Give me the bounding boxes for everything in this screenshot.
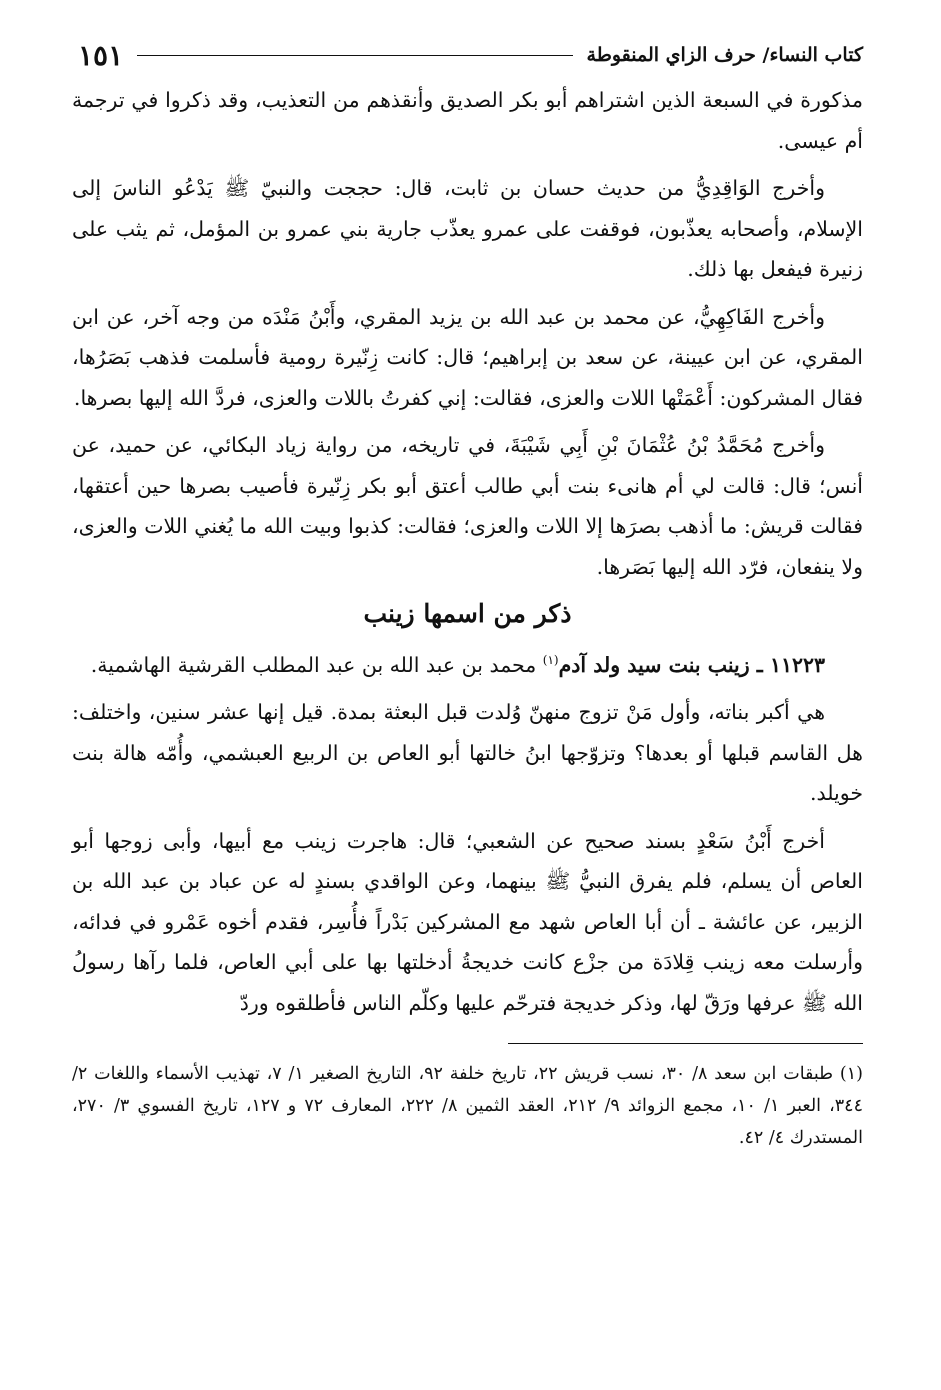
section-title: ذكر من اسمها زينب	[363, 599, 572, 628]
paragraph: مذكورة في السبعة الذين اشتراهم أبو بكر الصديق وأنقذهم من التعذيب، وقد ذكروا في ترجمة أم عيسى.	[72, 88, 863, 153]
paragraph: وأخرج مُحَمَّدُ بْنُ عُثْمَانَ بْنِ أَبِي شَيْبَةَ، في تاريخه، من رواية زياد البكائي، عن حميد، عن أنس؛ قال: قالت لي أم هانىء بنت أبي طالب أعتق أبو بكر زِنّيرة فأصيب بصرها حين أعتقها، فقالت قريش: ما أذهب بصرَها إلا اللات والعزى؛ فقالت: كذبوا وبيت الله ما يُغني اللات والعزى، ولا ينفعان، فرّد الله إليها بَصَرها.	[72, 433, 863, 579]
paragraph: هي أكبر بناته، وأول مَنْ تزوج منهنّ وُلدت قبل البعثة بمدة. قيل إنها عشر سنين، واختلف: هل القاسم قبلها أو بعدها؟ وتزوّجها ابنُ خالتها أبو العاص بن الربيع العبشمي، وأُمّه هالة بنت خويلد.	[72, 700, 863, 806]
entry-head: ١١٢٢٣ ـ زينب بنت سيد ولد آدم	[558, 652, 825, 677]
body-text	[72, 80, 863, 1023]
running-head	[72, 30, 863, 80]
entry-rest: محمد بن عبد الله بن عبد المطلب القرشية الهاشمية.	[90, 652, 543, 677]
header-rule	[137, 55, 572, 56]
paragraph: وأخرج الوَاقِدِيُّ من حديث حسان بن ثابت، قال: حججت والنبيّ ﷺ يَدْعُو الناسَ إلى الإسلام، وأصحابه يعذّبون، فوقفت على عمرو يعذّب جارية بني عمرو بن المؤمل، ثم يثب على زنيرة فيفعل بها ذلك.	[72, 176, 863, 281]
footnote: (١) طبقات ابن سعد ٨/ ٣٠، نسب قريش ٢٢، تاريخ خلفة ٩٢، التاريخ الصغير ١/ ٧، تهذيب الأسماء واللغات ٢/ ٣٤٤، العبر ١/ ١٠، مجمع الزوائد ٩/ ٢١٢، العقد الثمين ٨/ ٢٢٢، المعارف ٧٢ و ١٢٧، تاريخ الفسوي ٣/ ٢٧٠، المستدرك ٤/ ٤٢.	[72, 1064, 863, 1149]
paragraph: أخرج أَبْنُ سَعْدٍ بسند صحيح عن الشعبي؛ قال: هاجرت زينب مع أبيها، وأبى زوجها أبو العاص أن يسلم، فلم يفرق النبيُّ ﷺ بينهما، وعن الواقدي بسندٍ له عن عباد بن عبد الله بن الزبير، عن عائشة ـ أن أبا العاص شهد مع المشركين بَدْراً فأُسِر، فقدم أخوه عَمْرو في فدائه، وأرسلت معه زينب قِلادَة من جزْع كانت خديجةُ أدخلتها بها على أبي العاص، فلما رآها رسولُ الله ﷺ عرفها ورَقّ لها، وذكر خديجة فترحّم عليها وكلّم الناس فأطلقوه وردّ	[72, 828, 863, 1015]
footnote-rule	[508, 1043, 863, 1044]
entry-paragraph	[72, 640, 863, 685]
footnote-ref: (١)	[542, 653, 559, 667]
paragraph: وأخرج الفَاكِهِيُّ، عن محمد بن عبد الله بن يزيد المقري، وأَبْنُ مَنْدَه من وجه آخر، عن ابن المقري، عن ابن عيينة، عن سعد بن إبراهيم؛ قال: كانت زِنّيرة رومية فأسلمت فذهب بَصَرُها، فقال المشركون: أَعْمَتْها اللات والعزى، فقالت: إني كفرتُ باللات والعزى، فردَّ الله إليها بصرها.	[72, 304, 863, 410]
page-number: ١٥١	[78, 38, 124, 72]
footnotes	[72, 1058, 863, 1154]
running-head-title: كتاب النساء/ حرف الزاي المنقوطة	[586, 44, 863, 66]
